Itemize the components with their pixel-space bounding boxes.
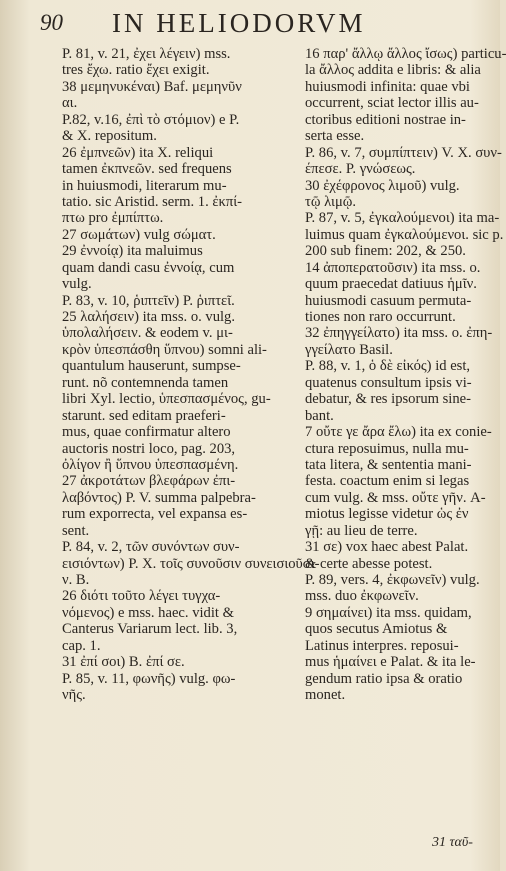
text-line: starunt. sed editam praeferi- bbox=[62, 407, 226, 424]
text-line: P. 87, v. 5, ἐγκαλούμενοι) ita ma- bbox=[305, 210, 500, 227]
text-line: 26 διότι τοῦτο λέγει τυγχα- bbox=[62, 588, 221, 605]
text-line: κρὸν ὑπεσπάσθη ὕπνου) somni ali- bbox=[62, 341, 267, 358]
text-line: huiusmodi casuum permuta- bbox=[305, 292, 472, 309]
text-line: luimus quam ἐγκαλούμενοι. sic p. bbox=[305, 226, 504, 243]
text-line: 27 σωμάτων) vulg σώματ. bbox=[62, 226, 216, 243]
text-line: αι. bbox=[62, 95, 78, 112]
text-line: P. 85, v. 11, φωνῆς) vulg. φω- bbox=[62, 670, 236, 687]
text-line: sent. bbox=[62, 522, 90, 539]
text-line: quos secutus Amiotus & bbox=[305, 621, 448, 638]
text-line: έπεσε. P. γνώσεως. bbox=[305, 161, 416, 178]
text-line: huiusmodi infinita: quae vbi bbox=[305, 78, 470, 95]
text-line: gendum ratio ipsa & oratio bbox=[305, 670, 463, 687]
text-line: occurrent, sciat lector illis au- bbox=[305, 95, 479, 112]
text-line: 9 σημαίνει) ita mss. quidam, bbox=[305, 604, 472, 621]
text-line: νόμενος) e mss. haec. vidit & bbox=[62, 604, 234, 621]
text-line: 31 σε) vox haec abest Palat. bbox=[305, 539, 469, 556]
text-line: & X. repositum. bbox=[62, 128, 157, 145]
right-column bbox=[305, 46, 506, 704]
text-line: 27 ἀκροτάτων βλεφάρων ἐπι- bbox=[62, 473, 236, 490]
text-line: 25 λαλήσειν) ita mss. o. vulg. bbox=[62, 309, 236, 325]
text-line: γγείλατο Basil. bbox=[305, 341, 393, 358]
text-line: ν. B. bbox=[62, 572, 90, 588]
text-line: auctoris nostri loco, pag. 203, bbox=[62, 440, 236, 457]
text-line: ctura reposuimus, nulla mu- bbox=[305, 440, 469, 457]
text-line: ὑπολαλήσειν. & eodem v. μι- bbox=[62, 325, 233, 342]
text-line: libri Xyl. lectio, ὑπεσπασμένος, gu- bbox=[62, 391, 271, 408]
text-line: monet. bbox=[305, 687, 346, 704]
text-line: πτω pro ἐμπίπτω. bbox=[62, 210, 164, 227]
text-line: 14 ἀποπερατοῦσιν) ita mss. o. bbox=[305, 259, 481, 276]
text-line: Latinus interpres. reposui- bbox=[305, 637, 459, 654]
text-line: tiones non raro occurrunt. bbox=[305, 309, 456, 325]
text-line: 16 παρ' ἄλλῳ ἄλλος ἴσως) particu- bbox=[305, 46, 506, 62]
text-line: 38 μεμηνυκέναι) Baf. μεμηνῦν bbox=[62, 78, 242, 95]
text-line: 30 ἐχέφρονος λιμοῦ) vulg. bbox=[305, 177, 460, 194]
text-line: P. 89, vers. 4, ἐκφωνεῖν) vulg. bbox=[305, 572, 480, 588]
text-line: τῷ λιμῷ. bbox=[305, 193, 357, 210]
text-line: quum praecedat datiuus ἡμῖν. bbox=[305, 276, 477, 293]
text-line: festa. coactum enim si legas bbox=[305, 473, 470, 490]
text-line: ὀλίγον ἢ ὕπνου ὑπεσπασμένη. bbox=[62, 456, 239, 473]
text-line: 29 ἐννοίᾳ) ita maluimus bbox=[62, 243, 203, 260]
text-line: debatur, & res ipsorum sine- bbox=[305, 391, 471, 408]
text-line: γῇ: au lieu de terre. bbox=[305, 522, 418, 539]
text-line: cum vulg. & mss. οὔτε γῆν. A- bbox=[305, 489, 486, 506]
text-line: vulg. bbox=[62, 276, 92, 293]
text-line: 26 ἐμπνεῶν) ita X. reliqui bbox=[62, 144, 214, 161]
text-line: cap. 1. bbox=[62, 637, 101, 654]
text-line: runt. nõ contemnenda tamen bbox=[62, 374, 229, 391]
text-line: P. 81, v. 21, ἐχει λέγειν) mss. bbox=[62, 46, 231, 62]
text-line: P. 86, v. 7, συμπίπτειν) V. X. συν- bbox=[305, 144, 502, 161]
text-line: rum exporrecta, vel expansa es- bbox=[62, 506, 248, 523]
text-line: 31 ἐπί σοι) B. ἐπί σε. bbox=[62, 654, 185, 671]
text-line: tatio. sic Aristid. serm. 1. ἐκπί- bbox=[62, 193, 243, 210]
text-line: εισιόντων) P. X. τοῖς συνοῦσιν συνεισιοῦσι- bbox=[62, 555, 320, 572]
text-line: bant. bbox=[305, 407, 334, 424]
text-line: quatenus consultum ipsis vi- bbox=[305, 374, 472, 391]
text-line: tres ἔχω. ratio ἔχει exigit. bbox=[62, 62, 210, 79]
text-line: mss. duo ἐκφωνεῖν. bbox=[305, 588, 419, 605]
text-line: tamen ἐκπνεῶν. sed frequens bbox=[62, 161, 232, 178]
text-line: 7 οὔτε γε ἄρα ἔλω) ita ex conie- bbox=[305, 424, 492, 441]
text-line: νῆς. bbox=[62, 687, 86, 704]
text-line: quantulum hauserunt, sumpse- bbox=[62, 358, 241, 375]
text-line: 200 sub finem: 202, & 250. bbox=[305, 243, 466, 260]
catchword: 31 ταῦ- bbox=[432, 835, 473, 850]
text-line: miotus legisse videtur ὡς ἐν bbox=[305, 506, 469, 523]
text-line: mus ἡμαίνει e Palat. & ita le- bbox=[305, 654, 476, 671]
text-line: P. 88, v. 1, ὁ δὲ εἰκός) id est, bbox=[305, 358, 471, 375]
text-line: P.82, v.16, ἐπὶ τὸ στόμιον) e P. bbox=[62, 111, 240, 128]
text-line: mus, quae confirmatur altero bbox=[62, 424, 231, 441]
text-line: la ἄλλος addita e libris: & alia bbox=[305, 62, 481, 79]
text-line: quam dandi casu ἐννοίᾳ, cum bbox=[62, 259, 235, 276]
text-line: P. 84, v. 2, τῶν συνόντων συν- bbox=[62, 539, 240, 556]
text-line: λαβόντος) P. V. summa palpebra- bbox=[62, 489, 256, 506]
page-header bbox=[40, 4, 488, 44]
text-line: P. 83, v. 10, ῥιπτεῖν) P. ῥιπτεῖ. bbox=[62, 292, 235, 309]
text-line: Canterus Variarum lect. lib. 3, bbox=[62, 621, 238, 638]
text-line: 32 ἐπηγγείλατο) ita mss. o. ἐπη- bbox=[305, 325, 493, 342]
text-line: ctoribus editioni nostrae in- bbox=[305, 111, 466, 128]
text-line: in huiusmodi, literarum mu- bbox=[62, 177, 227, 194]
page-number: 90 bbox=[40, 10, 63, 35]
text-line: & certe abesse potest. bbox=[305, 555, 433, 572]
running-title: IN HELIODORVM bbox=[112, 8, 366, 38]
text-line: serta esse. bbox=[305, 128, 365, 145]
text-line: tata litera, & sententia mani- bbox=[305, 456, 472, 473]
